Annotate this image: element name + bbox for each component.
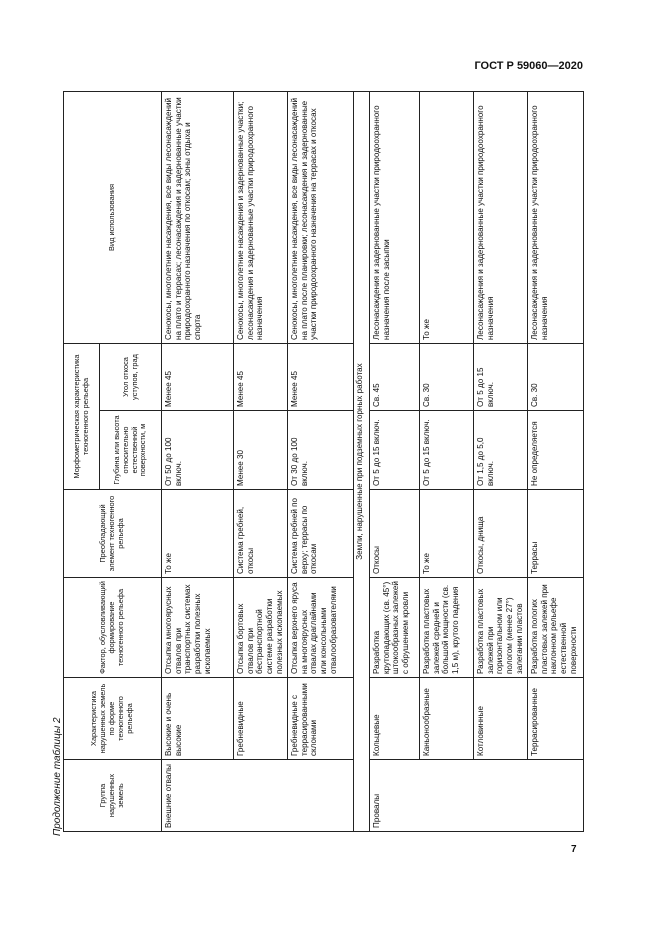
factor-cell: Разработка крутопадающих (св. 45°) штокообразных залежей с обрушением кровли [370,578,420,678]
slope-cell: От 5 до 15 включ. [474,344,528,411]
element-cell: Откосы [370,490,420,578]
depth-cell: От 5 до 15 включ. [370,411,420,490]
form-cell: Гребневидные [234,678,288,760]
element-cell: То же [420,490,474,578]
use-cell: Сенокосы, многолетние насаждения, все виды лесонасаждений на плато и террасах; лесонасаждения и задернованные участки природоохранного назначения по откосам; зоны отдыха и спорта [162,92,234,344]
group-cell: Внешние отвалы [162,760,354,832]
slope-cell: Св. 30 [420,344,474,411]
factor-cell: Разработка пластовых залежей средней и большой мощности (св. 1,5 м), крутого падения [420,578,474,678]
element-cell: То же [162,490,234,578]
col-element-header: Преобладающий элемент техногенного рельефа [64,490,162,578]
col-slope-header: Угол откоса уступов, град [100,344,162,411]
page-number: 7 [571,844,577,855]
element-cell: Система гребней, откосы [234,490,288,578]
depth-cell: От 50 до 100 включ. [162,411,234,490]
factor-cell: Отсыпка бортовых отвалов при бестранспортной системе разработки полезных ископаемых [234,578,288,678]
element-cell: Откосы, днища [474,490,528,578]
depth-cell: От 5 до 15 включ. [420,411,474,490]
form-cell: Каньонообразные [420,678,474,760]
depth-cell: Не определяется [528,411,584,490]
table-row [420,92,474,832]
use-cell: Лесонасаждения и задернованные участки природоохранного назначения после засыпки [370,92,420,344]
continuation-caption: Продолжение таблицы 2 [52,717,63,836]
col-morpho-header: Морфометрическая характеристика техногенного рельефа [64,344,100,490]
form-cell: Гребневидные с террасированными склонами [288,678,354,760]
slope-cell: Св. 45 [370,344,420,411]
form-cell: Кольцевые [370,678,420,760]
form-cell: Котловинные [474,678,528,760]
form-cell: Высокие и очень высокие [162,678,234,760]
col-depth-header: Глубина или высота относительно естественной поверхности, м [100,411,162,490]
use-cell: Лесонасаждения и задернованные участки природоохранного назначения [528,92,584,344]
slope-cell: Менее 45 [288,344,354,411]
use-cell: То же [420,92,474,344]
slope-cell: Менее 45 [234,344,288,411]
table-row [370,92,420,832]
table-row [528,92,584,832]
depth-cell: От 1,5 до 5,0 включ. [474,411,528,490]
use-cell: Сенокосы, многолетние насаждения, все виды лесонасаждений на плато после планировки; лесонасаждения и задернованные участки природоохранного назначения на террасах и откосах [288,92,354,344]
slope-cell: Менее 45 [162,344,234,411]
factor-cell: Отсыпка верхнего яруса на многоярусных отвалах драглайнами или консольными отвалообразователями [288,578,354,678]
table-row [234,92,288,832]
form-cell: Террасированные [528,678,584,760]
table-row [474,92,528,832]
table-row [162,92,234,832]
use-cell: Лесонасаждения и задернованные участки природоохранного назначения [474,92,528,344]
rotated-table-wrapper [63,92,578,832]
table-row [288,92,354,832]
factor-cell: Отсыпка многоярусных отвалов при транспортных системах разработки полезных ископаемых [162,578,234,678]
section-title: Земли, нарушенные при подземных горных работах [354,92,370,832]
element-cell: Система гребней по верху; террасы по откосам [288,490,354,578]
factor-cell: Разработка пологих пластовых залежей при наклонном рельефе естественной поверхности [528,578,584,678]
col-use-header: Вид использования [64,92,162,344]
element-cell: Террасы [528,490,584,578]
col-group-header: Группа нарушенных земель [64,760,162,832]
col-factor-header: Фактор, обусловливающий формирование техногенного рельефа [64,578,162,678]
depth-cell: Менее 30 [234,411,288,490]
use-cell: Сенокосы, многолетние насаждения и задернованные участки; лесонасаждения и задернованные участки природоохранного назначения [234,92,288,344]
factor-cell: Разработка пластовых залежей при горизонтальном или пологом (менее 27°) залегании пластов [474,578,528,678]
group-cell: Провалы [370,760,584,832]
slope-cell: Св. 30 [528,344,584,411]
depth-cell: От 30 до 100 включ. [288,411,354,490]
col-form-header: Характеристика нарушенных земель по форме техногенного рельефа [64,678,162,760]
document-code: ГОСТ Р 59060—2020 [474,60,583,72]
reclamation-table [63,91,584,832]
